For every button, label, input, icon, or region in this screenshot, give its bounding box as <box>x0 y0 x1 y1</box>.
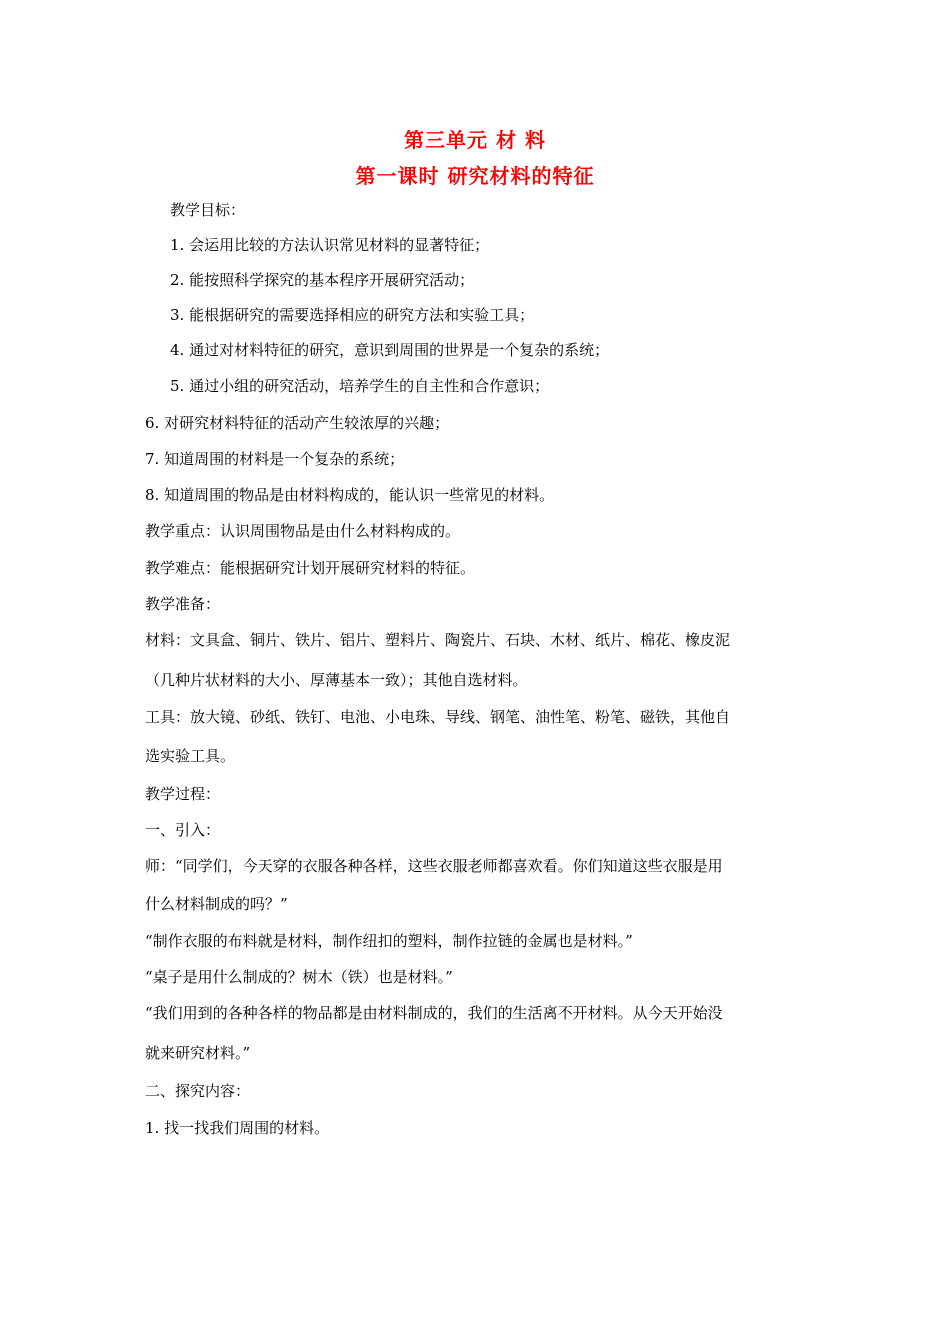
objective-item: 3. 能根据研究的需要选择相应的研究方法和实验工具； <box>170 306 535 324</box>
lesson-title: 第一课时 研究材料的特征 <box>355 164 595 188</box>
materials-line: 材料：文具盒、铜片、铁片、铝片、塑料片、陶瓷片、石块、木材、纸片、棉花、橡皮泥 <box>145 631 731 649</box>
objective-item: 4. 通过对材料特征的研究，意识到周围的世界是一个复杂的系统； <box>170 341 610 359</box>
quote-line: “桌子是用什么制成的？树木（铁）也是材料。” <box>145 968 453 986</box>
tools-line: 选实验工具。 <box>145 747 236 765</box>
objective-item: 7. 知道周围的材料是一个复杂的系统； <box>145 450 405 468</box>
section-heading: 二、探究内容： <box>145 1082 251 1100</box>
key-point: 教学重点：认识周围物品是由什么材料构成的。 <box>145 522 461 540</box>
quote-line: “我们用到的各种各样的物品都是由材料制成的，我们的生活离不开材料。从今天开始没 <box>145 1004 723 1022</box>
objectives-heading: 教学目标： <box>170 201 246 219</box>
inquiry-item: 1. 找一找我们周围的材料。 <box>145 1119 330 1137</box>
objective-item: 2. 能按照科学探究的基本程序开展研究活动； <box>170 271 475 289</box>
quote-line: “制作衣服的布料就是材料，制作纽扣的塑料，制作拉链的金属也是材料。” <box>145 932 633 950</box>
objective-item: 6. 对研究材料特征的活动产生较浓厚的兴趣； <box>145 414 450 432</box>
objective-item: 8. 知道周围的物品是由材料构成的，能认识一些常见的材料。 <box>145 486 555 504</box>
tools-line: 工具：放大镜、砂纸、铁钉、电池、小电珠、导线、钢笔、油性笔、粉笔、磁铁，其他自 <box>145 708 731 726</box>
difficulty: 教学难点：能根据研究计划开展研究材料的特征。 <box>145 559 476 577</box>
objective-item: 1. 会运用比较的方法认识常见材料的显著特征； <box>170 236 490 254</box>
unit-title: 第三单元 材 料 <box>404 128 546 152</box>
objective-item: 5. 通过小组的研究活动，培养学生的自主性和合作意识； <box>170 377 550 395</box>
section-heading: 一、引入： <box>145 821 221 839</box>
teacher-line: 师：“同学们，今天穿的衣服各种各样，这些衣服老师都喜欢看。你们知道这些衣服是用 <box>145 857 723 875</box>
materials-line: （几种片状材料的大小、厚薄基本一致）；其他自选材料。 <box>145 671 528 689</box>
quote-line: 就来研究材料。” <box>145 1044 251 1062</box>
process-heading: 教学过程： <box>145 785 221 803</box>
teacher-line: 什么材料制成的吗？” <box>145 895 288 913</box>
preparation-heading: 教学准备： <box>145 595 221 613</box>
